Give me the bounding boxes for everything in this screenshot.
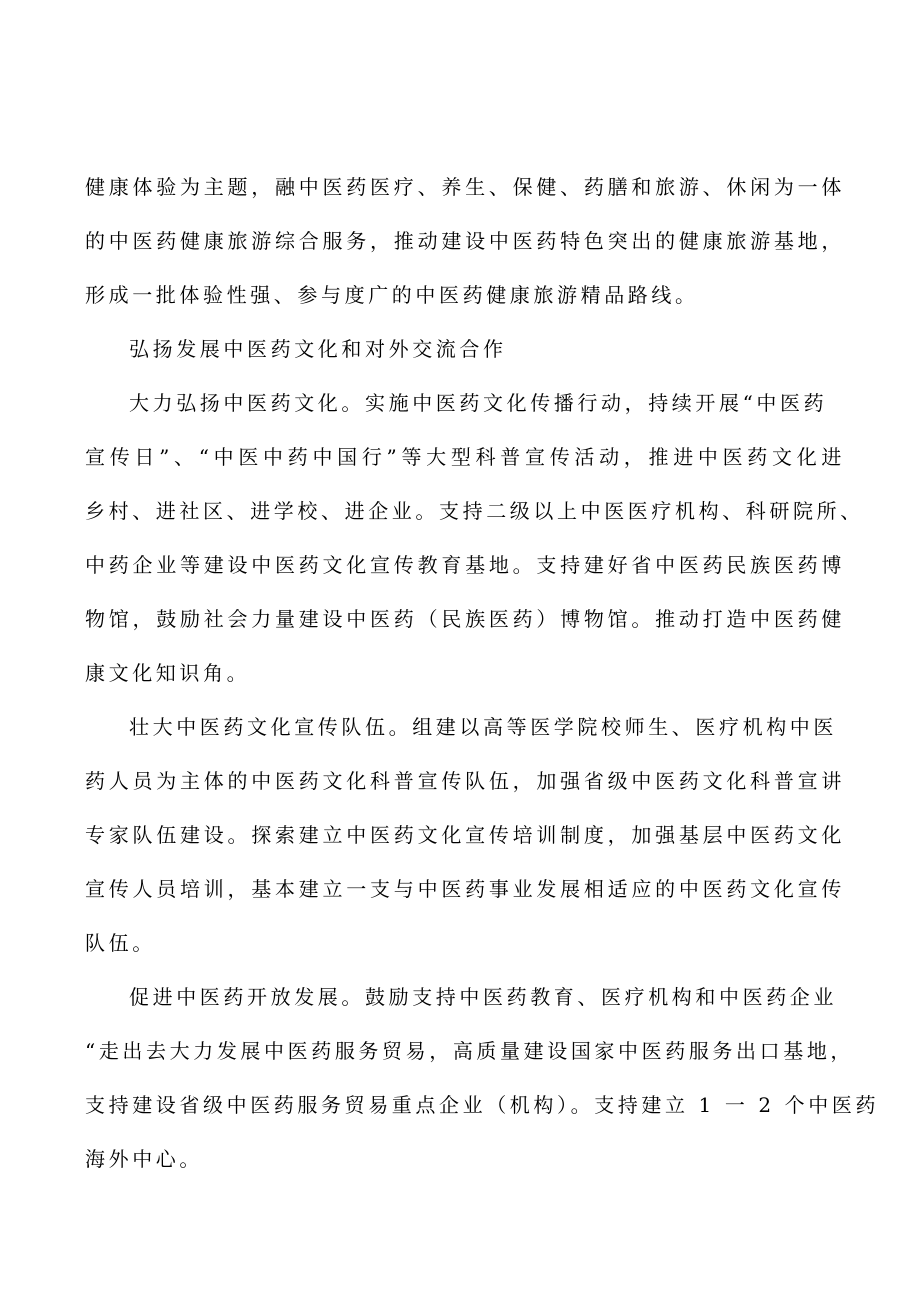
text-line: 康文化知识角。: [85, 661, 251, 685]
paragraph-culture-team: [85, 706, 845, 976]
text-line: 支持建设省级中医药服务贸易重点企业（机构）。支持建立 1 一 2 个中医药: [85, 1093, 880, 1117]
text-line: 乡村、进社区、进学校、进企业。支持二级以上中医医疗机构、科研院所、: [85, 499, 864, 523]
text-line: 宣传日”、“中医中药中国行”等大型科普宣传活动，推进中医药文化进: [85, 445, 845, 469]
text-line: 宣传人员培训，基本建立一支与中医药事业发展相适应的中医药文化宣传: [85, 877, 845, 901]
paragraph-health-tourism: [85, 166, 845, 328]
text-line: 健康体验为主题，融中医药医疗、养生、保健、药膳和旅游、休闲为一体: [85, 175, 845, 199]
text-line: 物馆，鼓励社会力量建设中医药（民族医药）博物馆。推动打造中医药健: [85, 607, 845, 631]
text-line: 药人员为主体的中医药文化科普宣传队伍，加强省级中医药文化科普宣讲: [85, 769, 845, 793]
text-line: 形成一批体验性强、参与度广的中医药健康旅游精品路线。: [85, 283, 699, 307]
text-line: 队伍。: [85, 931, 156, 955]
text-line: 大力弘扬中医药文化。实施中医药文化传播行动，持续开展“中医药: [129, 391, 828, 415]
section-heading: [85, 328, 845, 382]
text-line: 专家队伍建设。探索建立中医药文化宣传培训制度，加强基层中医药文化: [85, 823, 845, 847]
text-line: 中药企业等建设中医药文化宣传教育基地。支持建好省中医药民族医药博: [85, 553, 845, 577]
text-line: “走出去大力发展中医药服务贸易，高质量建设国家中医药服务出口基地，: [85, 1039, 855, 1063]
paragraph-open-development: [85, 976, 880, 1192]
text-line: 海外中心。: [85, 1147, 203, 1171]
text-line: 壮大中医药文化宣传队伍。组建以高等医学院校师生、医疗机构中医: [129, 715, 837, 739]
heading-line: 弘扬发展中医药文化和对外交流合作: [129, 337, 507, 361]
document-body: [85, 166, 880, 1192]
text-line: 促进中医药开放发展。鼓励支持中医药教育、医疗机构和中医药企业: [129, 985, 837, 1009]
text-line: 的中医药健康旅游综合服务，推动建设中医药特色突出的健康旅游基地，: [85, 229, 845, 253]
paragraph-promote-culture: [85, 382, 864, 706]
